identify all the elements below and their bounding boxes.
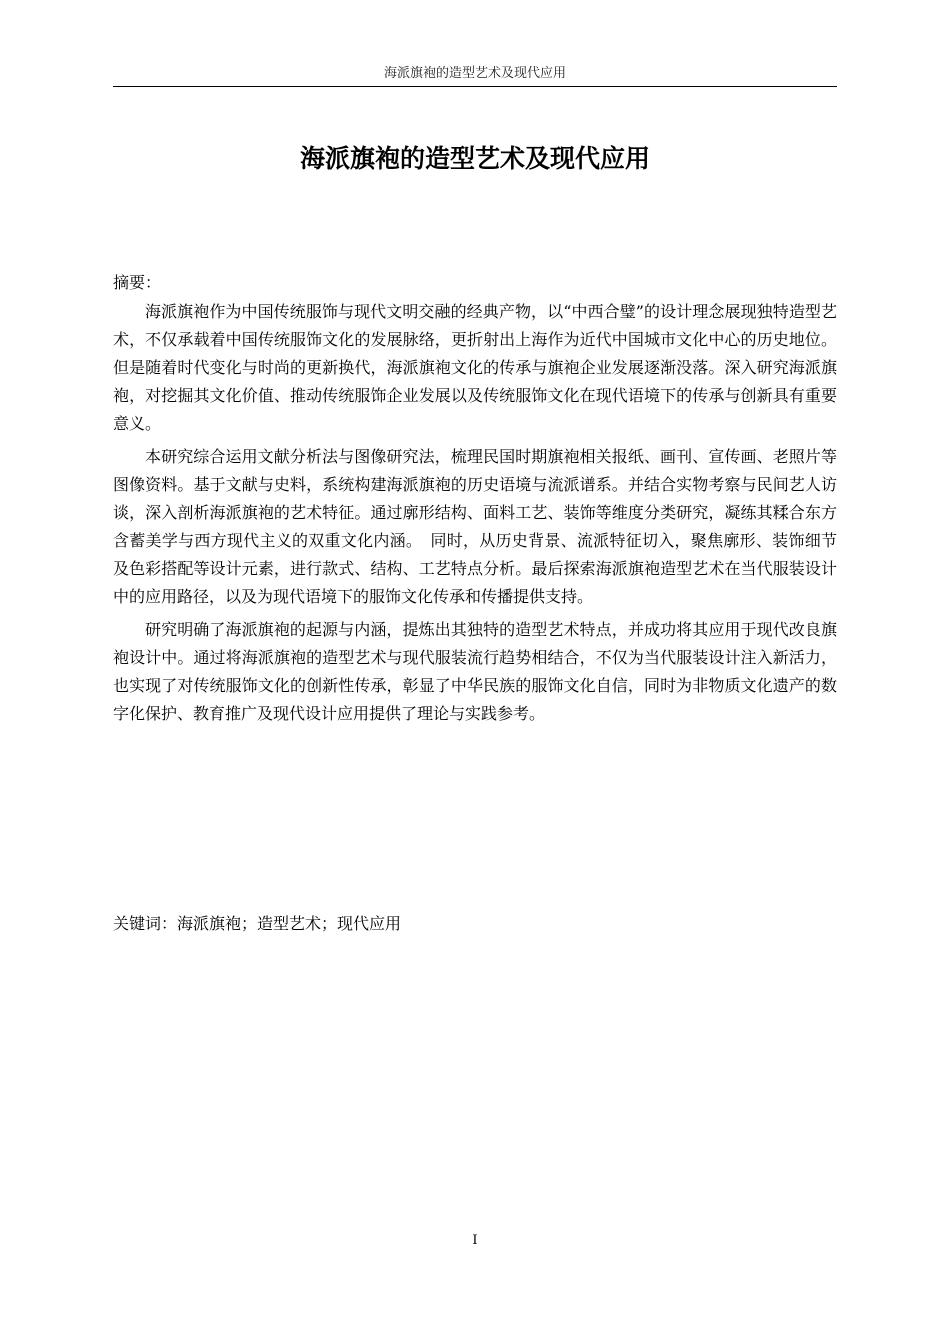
keywords xyxy=(113,910,837,938)
running-header: 海派旗袍的造型艺术及现代应用 xyxy=(383,66,566,81)
abstract-paragraph-1: 海派旗袍作为中国传统服饰与现代文明交融的经典产物，以“中西合璧”的设计理念展现独特造型艺术，不仅承载着中国传统服饰文化的发展脉络，更折射出上海作为近代中国城市文化中心的历史地位。但是随着时代变化与时尚的更新换代，海派旗袍文化的传承与旗袍企业发展逐渐没落。深入研究海派旗袍，对挖掘其文化价值、推动传统服饰企业发展以及传统服饰文化在现代语境下的传承与创新具有重要意义。 xyxy=(113,302,837,433)
page-number: I xyxy=(472,1233,478,1248)
keywords-label: 关键词： xyxy=(113,914,178,933)
abstract-paragraph-3: 研究明确了海派旗袍的起源与内涵，提炼出其独特的造型艺术特点，并成功将其应用于现代改良旗袍设计中。通过将海派旗袍的造型艺术与现代服装流行趋势相结合，不仅为当代服装设计注入新活力，也实现了对传统服饰文化的创新性传承，彰显了中华民族的服饰文化自信，同时为非物质文化遗产的数字化保护、教育推广及现代设计应用提供了理论与实践参考。 xyxy=(113,620,837,723)
keywords-text: 海派旗袍；造型艺术；现代应用 xyxy=(177,914,402,933)
paper-title: 海派旗袍的造型艺术及现代应用 xyxy=(299,144,650,173)
abstract-heading: 摘要： xyxy=(113,273,162,292)
header-rule xyxy=(113,86,837,87)
abstract-paragraph-2: 本研究综合运用文献分析法与图像研究法，梳理民国时期旗袍相关报纸、画刊、宣传画、老照片等图像资料。基于文献与史料，系统构建海派旗袍的历史语境与流派谱系。并结合实物考察与民间艺人访谈，深入剖析海派旗袍的艺术特征。通过廓形结构、面料工艺、装饰等维度分类研究，凝练其糅合东方含蓄美学与西方现代主义的双重文化内涵。 同时，从历史背景、流派特征切入，聚焦廓形、装饰细节及色彩搭配等设计元素，进行款式、结构、工艺特点分析。最后探索海派旗袍造型艺术在当代服装设计中的应用路径，以及为现代语境下的服饰文化传承和传播提供支持。 xyxy=(113,447,837,606)
abstract-body xyxy=(113,298,837,733)
